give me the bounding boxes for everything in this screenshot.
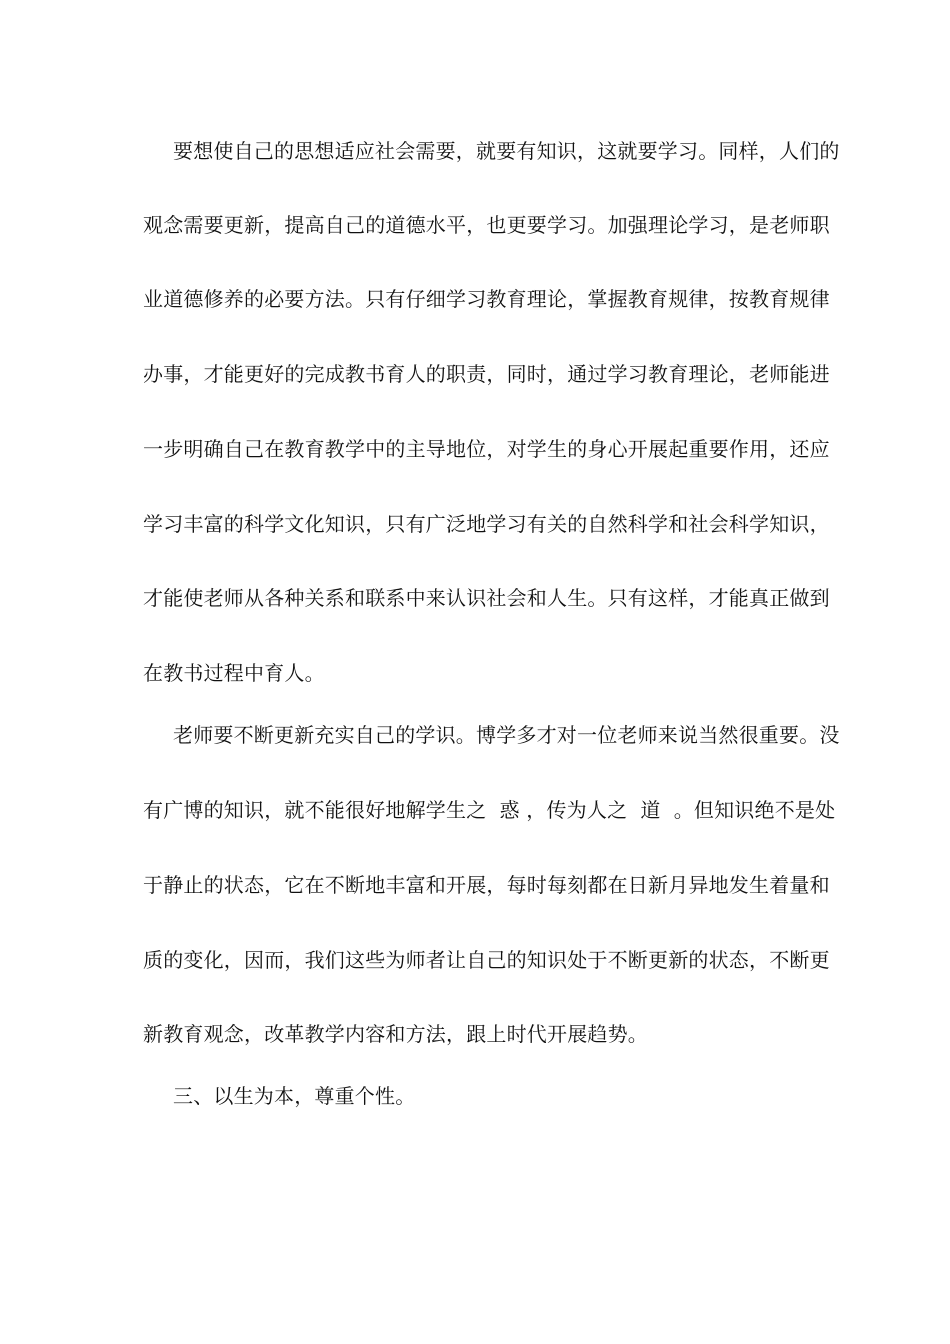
paragraph-1-line-4: 办事，才能更好的完成教书育人的职责，同时，通过学习教育理论，老师能进: [143, 362, 830, 386]
paragraph-1-line-1: 要想使自己的思想适应社会需要，就要有知识，这就要学习。同样，人们的: [173, 139, 840, 163]
paragraph-1-line-3: 业道德修养的必要方法。只有仔细学习教育理论，掌握教育规律，按教育规律: [143, 287, 830, 311]
paragraph-1-line-8: 在教书过程中育人。: [143, 661, 325, 685]
paragraph-1-line-6: 学习丰富的科学文化知识，只有广泛地学习有关的自然科学和社会科学知识，: [143, 512, 830, 536]
paragraph-2-line-1: 老师要不断更新充实自己的学识。博学多才对一位老师来说当然很重要。没: [173, 723, 840, 747]
paragraph-1-line-7: 才能使老师从各种关系和联系中来认识社会和人生。只有这样，才能真正做到: [143, 586, 830, 610]
paragraph-2-line-2: 有广博的知识，就不能很好地解学生之 惑 ，传为人之 道 。但知识绝不是处: [143, 798, 836, 822]
paragraph-2-line-4: 质的变化，因而，我们这些为师者让自己的知识处于不断更新的状态，不断更: [143, 948, 830, 972]
paragraph-2-line-3: 于静止的状态，它在不断地丰富和开展，每时每刻都在日新月异地发生着量和: [143, 873, 830, 897]
paragraph-1-line-5: 一步明确自己在教育教学中的主导地位，对学生的身心开展起重要作用，还应: [143, 437, 830, 461]
section-heading: 三、以生为本，尊重个性。: [173, 1084, 416, 1108]
paragraph-2-line-5: 新教育观念，改革教学内容和方法，跟上时代开展趋势。: [143, 1022, 648, 1046]
paragraph-1-line-2: 观念需要更新，提高自己的道德水平，也更要学习。加强理论学习，是老师职: [143, 213, 830, 237]
